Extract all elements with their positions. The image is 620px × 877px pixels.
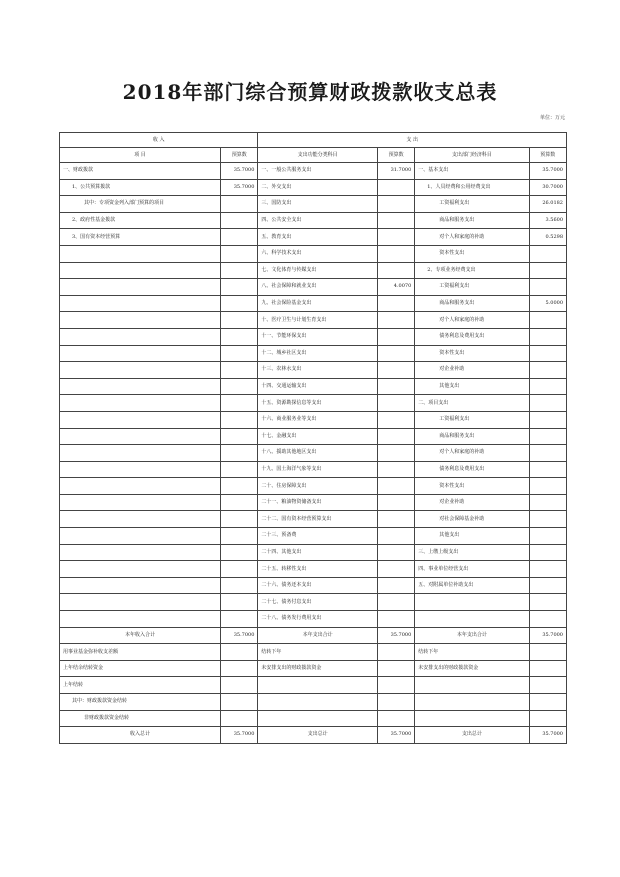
table-row (60, 163, 567, 180)
table-row (60, 710, 567, 727)
func-budget-cell (377, 478, 414, 495)
income-item-cell: 用事业基金弥补收支差额 (60, 644, 221, 661)
income-item-cell: 上年结转 (60, 677, 221, 694)
func-budget-cell (377, 395, 414, 412)
income-budget-cell (221, 644, 258, 661)
func-item-cell: 十二、城乡社区支出 (258, 345, 377, 362)
income-item-cell (60, 411, 221, 428)
econ-budget-cell (529, 644, 566, 661)
func-item-cell: 十八、援助其他地区支出 (258, 445, 377, 462)
income-item-cell (60, 528, 221, 545)
income-item-cell: 其中：财政拨款资金结转 (60, 694, 221, 711)
econ-item-cell (415, 677, 529, 694)
income-budget-cell (221, 295, 258, 312)
econ-item-cell: 工资福利支出 (415, 411, 529, 428)
income-budget-cell (221, 561, 258, 578)
econ-budget-cell (529, 461, 566, 478)
income-item-cell (60, 245, 221, 262)
table-row (60, 528, 567, 545)
func-item-cell (258, 677, 377, 694)
func-item-cell: 十七、金融支出 (258, 428, 377, 445)
table-row (60, 378, 567, 395)
table-row (60, 262, 567, 279)
econ-budget-cell (529, 345, 566, 362)
table-row (60, 577, 567, 594)
func-budget-cell (377, 196, 414, 213)
func-budget-cell (377, 428, 414, 445)
econ-item-cell: 对企业补助 (415, 362, 529, 379)
func-budget-cell: 31.7000 (377, 163, 414, 180)
econ-budget-cell (529, 395, 566, 412)
income-item-cell: 非财政拨款资金结转 (60, 710, 221, 727)
econ-budget-cell (529, 544, 566, 561)
table-row (60, 362, 567, 379)
func-item-cell: 十五、资源勘探信息等支出 (258, 395, 377, 412)
expense-header: 支 出 (258, 133, 567, 148)
table-row (60, 677, 567, 694)
income-item-cell: 1、公共预算拨款 (60, 179, 221, 196)
econ-budget-cell (529, 494, 566, 511)
func-item-cell: 二十五、转移性支出 (258, 561, 377, 578)
func-item-cell: 十九、国土海洋气象等支出 (258, 461, 377, 478)
income-item-cell (60, 577, 221, 594)
table-row (60, 411, 567, 428)
income-budget-cell (221, 494, 258, 511)
income-item-cell (60, 295, 221, 312)
func-value-cell: 35.7000 (377, 627, 414, 644)
income-item-cell (60, 594, 221, 611)
econ-item-cell (415, 594, 529, 611)
func-item-header: 支出功能分类科目 (258, 148, 377, 163)
econ-item-cell: 2、专项业务经费支出 (415, 262, 529, 279)
budget-table (59, 132, 567, 744)
func-budget-cell (377, 378, 414, 395)
table-row (60, 461, 567, 478)
income-budget-cell (221, 577, 258, 594)
income-item-cell: 3、国有资本经营预算 (60, 229, 221, 246)
econ-budget-cell (529, 594, 566, 611)
func-budget-cell (377, 362, 414, 379)
income-item-cell (60, 561, 221, 578)
income-item-cell (60, 262, 221, 279)
table-row (60, 445, 567, 462)
grand-func-value-cell: 35.7000 (377, 727, 414, 744)
page-title: 2018年部门综合预算财政拨款收支总表 (122, 80, 498, 104)
table-row (60, 644, 567, 661)
econ-budget-cell (529, 445, 566, 462)
income-budget-cell (221, 196, 258, 213)
econ-item-cell: 结转下年 (415, 644, 529, 661)
func-budget-cell (377, 694, 414, 711)
econ-budget-cell (529, 245, 566, 262)
income-budget-cell (221, 544, 258, 561)
func-item-cell: 十六、商业服务业等支出 (258, 411, 377, 428)
econ-item-cell (415, 710, 529, 727)
econ-budget-cell: 3.5600 (529, 212, 566, 229)
econ-item-header: 支出部门经济科目 (415, 148, 529, 163)
econ-budget-cell (529, 611, 566, 628)
econ-budget-header: 预算数 (529, 148, 566, 163)
econ-budget-cell (529, 262, 566, 279)
table-row (60, 494, 567, 511)
income-budget-cell (221, 461, 258, 478)
grand-income-value-cell: 35.7000 (221, 727, 258, 744)
econ-budget-cell (529, 478, 566, 495)
table-row (60, 179, 567, 196)
income-item-cell (60, 279, 221, 296)
func-budget-cell (377, 245, 414, 262)
func-budget-cell (377, 677, 414, 694)
func-item-cell: 二、外交支出 (258, 179, 377, 196)
econ-item-cell: 二、项目支出 (415, 395, 529, 412)
income-budget-cell: 35.7000 (221, 179, 258, 196)
func-budget-cell (377, 511, 414, 528)
income-item-cell (60, 362, 221, 379)
func-budget-cell (377, 445, 414, 462)
income-budget-cell (221, 279, 258, 296)
table-row (60, 196, 567, 213)
table-row (60, 279, 567, 296)
func-budget-cell (377, 544, 414, 561)
income-budget-cell (221, 411, 258, 428)
income-budget-cell (221, 445, 258, 462)
econ-budget-cell (529, 677, 566, 694)
income-budget-cell: 35.7000 (221, 163, 258, 180)
func-budget-header: 预算数 (377, 148, 414, 163)
econ-item-cell: 债务利息及费用支出 (415, 328, 529, 345)
func-budget-cell (377, 710, 414, 727)
income-budget-cell (221, 245, 258, 262)
func-budget-cell (377, 577, 414, 594)
econ-item-cell: 对社会保障基金补助 (415, 511, 529, 528)
econ-budget-cell (529, 561, 566, 578)
econ-item-cell: 资本性支出 (415, 478, 529, 495)
income-budget-cell (221, 594, 258, 611)
grand-func-label-cell: 支出总计 (258, 727, 377, 744)
func-budget-cell (377, 312, 414, 329)
econ-budget-cell: 35.7000 (529, 163, 566, 180)
income-item-cell (60, 478, 221, 495)
income-item-cell (60, 511, 221, 528)
econ-item-cell: 商品和服务支出 (415, 295, 529, 312)
income-item-cell (60, 378, 221, 395)
income-budget-cell (221, 710, 258, 727)
func-budget-cell (377, 411, 414, 428)
income-budget-cell (221, 229, 258, 246)
income-item-cell (60, 312, 221, 329)
econ-item-cell: 对个人和家庭的补助 (415, 229, 529, 246)
income-budget-cell (221, 345, 258, 362)
func-item-cell: 九、社会保险基金支出 (258, 295, 377, 312)
econ-item-cell: 资本性支出 (415, 345, 529, 362)
econ-item-cell: 债务利息及费用支出 (415, 461, 529, 478)
table-row (60, 395, 567, 412)
income-budget-cell (221, 395, 258, 412)
income-budget-cell (221, 262, 258, 279)
income-item-cell (60, 345, 221, 362)
table-row (60, 212, 567, 229)
econ-budget-cell: 5.0000 (529, 295, 566, 312)
func-item-cell: 二十四、其他支出 (258, 544, 377, 561)
table-row (60, 428, 567, 445)
income-label-cell: 本年收入合计 (60, 627, 221, 644)
econ-budget-cell: 0.5298 (529, 229, 566, 246)
income-budget-cell (221, 212, 258, 229)
func-budget-cell (377, 561, 414, 578)
income-budget-header: 预算数 (221, 148, 258, 163)
func-item-cell (258, 710, 377, 727)
income-budget-cell (221, 660, 258, 677)
econ-item-cell (415, 694, 529, 711)
func-item-cell: 二十一、粮油物资储备支出 (258, 494, 377, 511)
func-item-cell: 十一、节能环保支出 (258, 328, 377, 345)
func-budget-cell: 4.0070 (377, 279, 414, 296)
econ-item-cell: 工资福利支出 (415, 279, 529, 296)
table-row (60, 511, 567, 528)
func-budget-cell (377, 328, 414, 345)
econ-budget-cell (529, 660, 566, 677)
func-budget-cell (377, 295, 414, 312)
table-row (60, 660, 567, 677)
func-item-cell (258, 694, 377, 711)
income-item-cell (60, 328, 221, 345)
func-item-cell: 结转下年 (258, 644, 377, 661)
income-item-cell (60, 445, 221, 462)
func-budget-cell (377, 528, 414, 545)
econ-item-cell: 四、事业单位经营支出 (415, 561, 529, 578)
econ-item-cell: 三、上缴上级支出 (415, 544, 529, 561)
income-budget-cell (221, 428, 258, 445)
econ-item-cell: 商品和服务支出 (415, 428, 529, 445)
income-budget-cell (221, 378, 258, 395)
income-item-cell: 一、财政拨款 (60, 163, 221, 180)
func-item-cell: 一、一般公共服务支出 (258, 163, 377, 180)
econ-item-cell: 五、对附属单位补助支出 (415, 577, 529, 594)
table-row (60, 345, 567, 362)
func-item-cell: 三、国防支出 (258, 196, 377, 213)
econ-label-cell: 本年支出合计 (415, 627, 529, 644)
econ-budget-cell (529, 577, 566, 594)
func-budget-cell (377, 212, 414, 229)
table-row (60, 295, 567, 312)
func-item-cell: 二十、住房保障支出 (258, 478, 377, 495)
grand-income-label-cell: 收入总计 (60, 727, 221, 744)
income-item-cell (60, 611, 221, 628)
econ-value-cell: 35.7000 (529, 627, 566, 644)
income-item-cell (60, 461, 221, 478)
func-item-cell: 六、科学技术支出 (258, 245, 377, 262)
econ-item-cell: 工资福利支出 (415, 196, 529, 213)
income-budget-cell (221, 677, 258, 694)
income-value-cell: 35.7000 (221, 627, 258, 644)
func-item-cell: 四、公共安全支出 (258, 212, 377, 229)
income-item-header: 项 目 (60, 148, 221, 163)
econ-item-cell: 其他支出 (415, 528, 529, 545)
func-budget-cell (377, 594, 414, 611)
header-row-columns (60, 148, 567, 163)
econ-budget-cell (529, 362, 566, 379)
table-row (60, 245, 567, 262)
econ-item-cell: 对个人和家庭的补助 (415, 312, 529, 329)
grand-econ-label-cell: 支出总计 (415, 727, 529, 744)
func-item-cell: 二十六、债务还本支出 (258, 577, 377, 594)
income-budget-cell (221, 478, 258, 495)
func-item-cell: 二十八、债务发行费用支出 (258, 611, 377, 628)
func-budget-cell (377, 461, 414, 478)
econ-item-cell: 其他支出 (415, 378, 529, 395)
econ-budget-cell (529, 511, 566, 528)
table-row (60, 561, 567, 578)
econ-item-cell: 对个人和家庭的补助 (415, 445, 529, 462)
econ-budget-cell (529, 694, 566, 711)
grand-total-row (60, 727, 567, 744)
table-row (60, 594, 567, 611)
grand-econ-value-cell: 35.7000 (529, 727, 566, 744)
income-item-cell: 2、政府性基金拨款 (60, 212, 221, 229)
econ-budget-cell (529, 328, 566, 345)
func-item-cell: 未安排支出的财政拨款资金 (258, 660, 377, 677)
totals-row (60, 627, 567, 644)
income-budget-cell (221, 312, 258, 329)
func-item-cell: 八、社会保障和就业支出 (258, 279, 377, 296)
income-budget-cell (221, 328, 258, 345)
func-budget-cell (377, 229, 414, 246)
func-item-cell: 二十七、债务付息支出 (258, 594, 377, 611)
econ-item-cell: 未安排支出的财政拨款资金 (415, 660, 529, 677)
table-row (60, 312, 567, 329)
table-row (60, 694, 567, 711)
func-budget-cell (377, 660, 414, 677)
func-budget-cell (377, 494, 414, 511)
econ-budget-cell (529, 279, 566, 296)
func-item-cell: 十四、交通运输支出 (258, 378, 377, 395)
header-row-group (60, 133, 567, 148)
econ-item-cell: 对企业补助 (415, 494, 529, 511)
econ-budget-cell (529, 312, 566, 329)
econ-item-cell: 一、基本支出 (415, 163, 529, 180)
func-label-cell: 本年支出合计 (258, 627, 377, 644)
income-item-cell: 上年结余结转资金 (60, 660, 221, 677)
econ-item-cell: 商品和服务支出 (415, 212, 529, 229)
econ-budget-cell (529, 710, 566, 727)
income-item-cell (60, 544, 221, 561)
econ-budget-cell: 30.7000 (529, 179, 566, 196)
table-row (60, 478, 567, 495)
table-row (60, 328, 567, 345)
econ-budget-cell (529, 378, 566, 395)
income-item-cell (60, 428, 221, 445)
table-row (60, 229, 567, 246)
func-item-cell: 二十二、国有资本经营预算支出 (258, 511, 377, 528)
econ-item-cell: 资本性支出 (415, 245, 529, 262)
income-item-cell (60, 395, 221, 412)
econ-budget-cell (529, 528, 566, 545)
func-item-cell: 十三、农林水支出 (258, 362, 377, 379)
func-item-cell: 二十三、预备费 (258, 528, 377, 545)
func-budget-cell (377, 262, 414, 279)
func-item-cell: 十、医疗卫生与计划生育支出 (258, 312, 377, 329)
income-budget-cell (221, 528, 258, 545)
unit-label: 单位：万元 (539, 115, 565, 121)
func-item-cell: 七、文化体育与传媒支出 (258, 262, 377, 279)
income-budget-cell (221, 694, 258, 711)
func-budget-cell (377, 611, 414, 628)
income-budget-cell (221, 511, 258, 528)
func-budget-cell (377, 644, 414, 661)
econ-item-cell: 1、人员经费和公用经费支出 (415, 179, 529, 196)
table-row (60, 544, 567, 561)
income-budget-cell (221, 362, 258, 379)
income-budget-cell (221, 611, 258, 628)
func-budget-cell (377, 345, 414, 362)
econ-budget-cell: 26.0182 (529, 196, 566, 213)
income-header: 收 入 (60, 133, 258, 148)
func-budget-cell (377, 179, 414, 196)
func-item-cell: 五、教育支出 (258, 229, 377, 246)
income-item-cell: 其中：专项资金列入部门预算的项目 (60, 196, 221, 213)
income-item-cell (60, 494, 221, 511)
econ-item-cell (415, 611, 529, 628)
table-row (60, 611, 567, 628)
econ-budget-cell (529, 411, 566, 428)
econ-budget-cell (529, 428, 566, 445)
